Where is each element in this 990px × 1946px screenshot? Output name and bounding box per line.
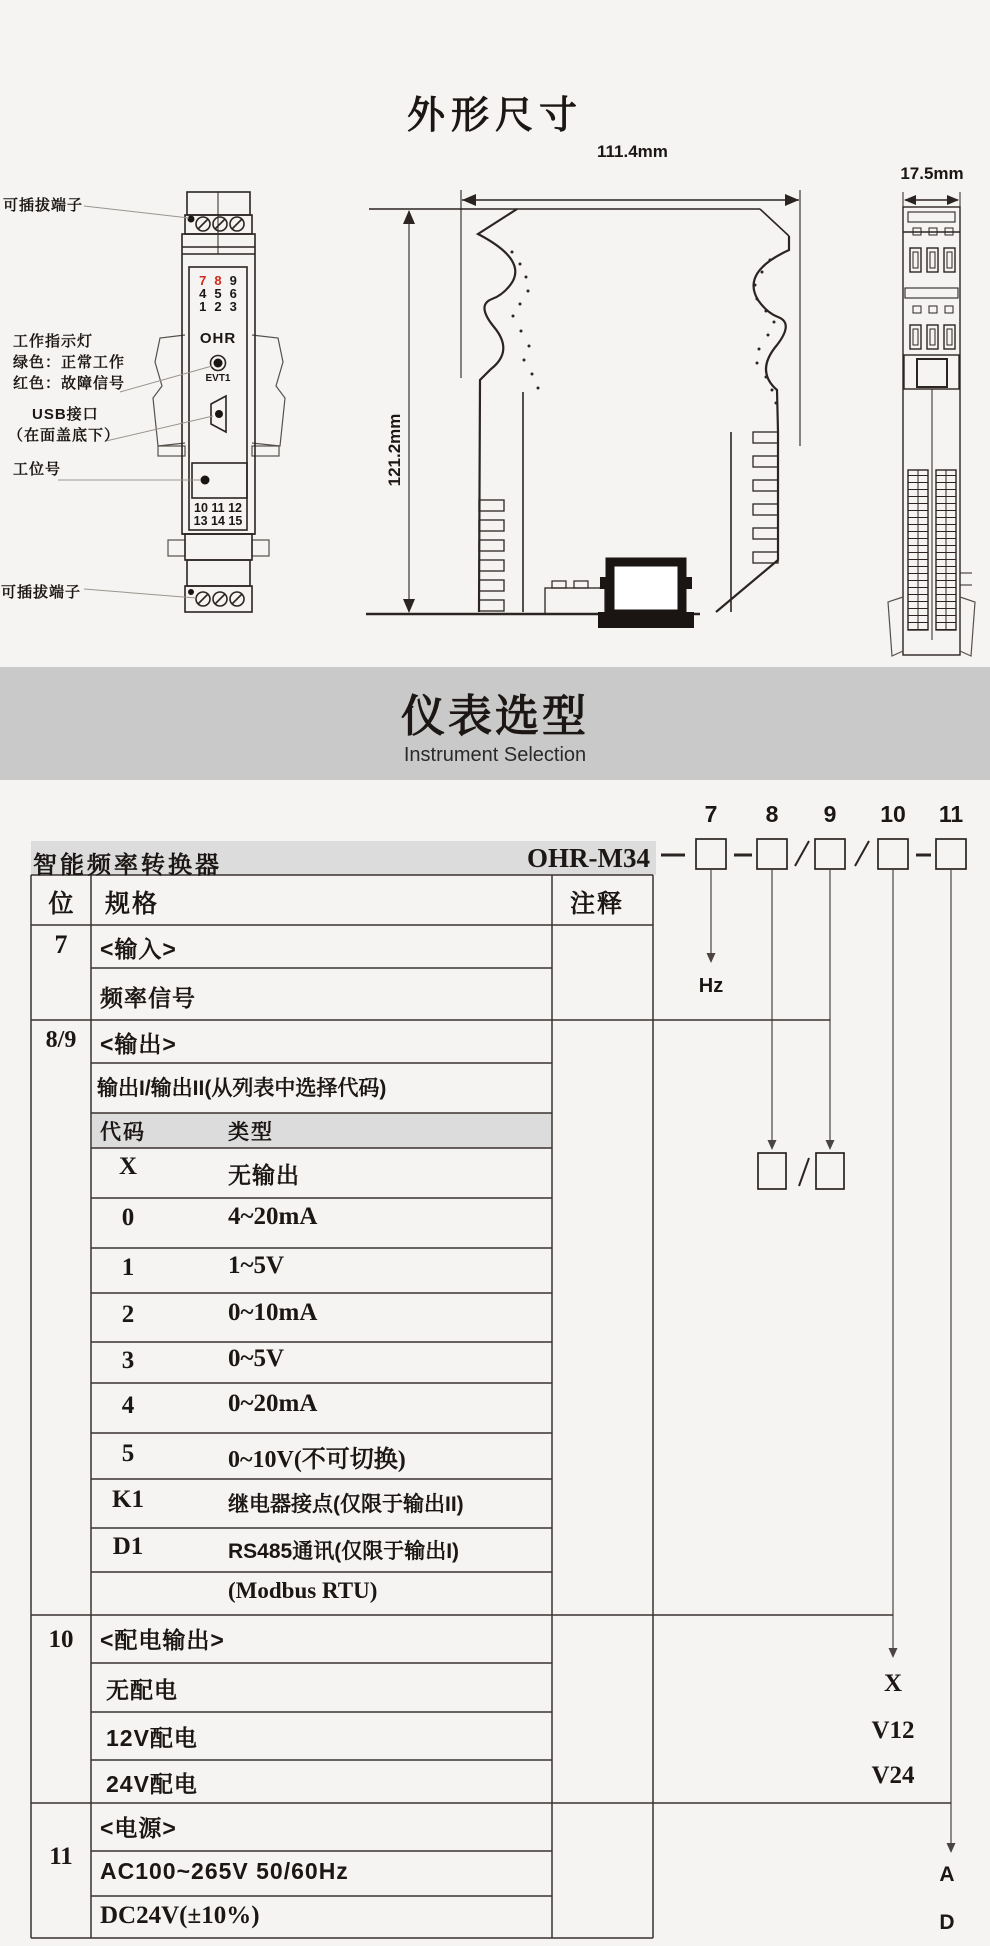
position-digit-11: 11 — [938, 801, 964, 827]
code-value: 0 — [121, 1204, 135, 1231]
type-value: 0~5V — [228, 1345, 285, 1372]
front-view-drawing — [58, 192, 285, 612]
dim-width: 111.4mm — [597, 142, 668, 161]
type-value: 继电器接点(仅限于输出II) — [228, 1493, 464, 1516]
terminal-number: 7 — [199, 273, 207, 288]
led-indicator-icon — [211, 356, 226, 371]
sec89-row1: <输出> — [100, 1031, 177, 1057]
sec11-row1: <电源> — [100, 1815, 177, 1841]
code-value: 5 — [121, 1440, 135, 1467]
led-label: EVT1 — [205, 373, 231, 384]
code-header-band — [92, 1113, 552, 1148]
type-value: (Modbus RTU) — [228, 1578, 378, 1603]
callout-d: D — [939, 1911, 955, 1934]
callout-hz: Hz — [698, 975, 724, 997]
callout-v12: V12 — [871, 1717, 915, 1744]
type-col-header: 类型 — [228, 1121, 274, 1144]
position-digit-9: 9 — [823, 801, 837, 827]
col-header-pos: 位 — [48, 890, 74, 918]
sec11-row3: DC24V(±10%) — [100, 1902, 260, 1929]
code-value: 1 — [121, 1254, 135, 1281]
sec10-row3: 12V配电 — [106, 1725, 198, 1751]
callout-a: A — [939, 1863, 955, 1886]
terminal-number: 9 — [229, 273, 237, 288]
sec7-pos: 7 — [54, 930, 68, 959]
label-terminal-top: 可插拔端子 — [3, 197, 84, 214]
terminal-numbers-bottom2: 13 14 15 — [193, 514, 243, 528]
code-value: 4 — [121, 1392, 135, 1419]
position-digit-10: 10 — [880, 801, 906, 827]
callout-x: X — [883, 1670, 903, 1697]
terminal-numbers-row3 — [189, 299, 247, 314]
dim-depth: 17.5mm — [900, 164, 964, 183]
label-indicator-3: 红色：故障信号 — [13, 375, 126, 392]
banner-subtitle: Instrument Selection — [403, 744, 587, 766]
terminal-number: 3 — [229, 299, 237, 314]
station-tag-box — [192, 463, 247, 498]
sec11-pos: 11 — [49, 1843, 73, 1870]
code-value: 3 — [121, 1347, 135, 1374]
callout-v24: V24 — [871, 1762, 915, 1789]
type-value: 0~10V(不可切换) — [228, 1447, 406, 1473]
sec10-row1: <配电输出> — [100, 1627, 225, 1653]
code-value: K1 — [112, 1486, 144, 1513]
type-value: 1~5V — [228, 1252, 285, 1279]
sec7-row2: 频率信号 — [100, 985, 196, 1011]
terminal-number: 5 — [214, 286, 222, 301]
label-usb-2: （在面盖底下） — [8, 427, 121, 444]
type-value: 0~20mA — [228, 1390, 318, 1417]
type-value: 无输出 — [228, 1162, 300, 1188]
product-name: 智能频率转换器 — [33, 852, 222, 879]
usb-connector-icon — [211, 396, 226, 432]
col-header-spec: 规格 — [105, 890, 160, 918]
type-value: RS485通讯(仅限于输出I) — [228, 1540, 460, 1563]
label-station: 工位号 — [13, 461, 62, 478]
dim-height: 121.2mm — [385, 413, 404, 487]
connector-lines — [707, 869, 956, 1853]
sec89-pos: 8/9 — [45, 1027, 77, 1053]
code-value: D1 — [112, 1533, 144, 1560]
terminal-number: 6 — [229, 286, 237, 301]
model-code-boxes — [661, 839, 966, 1189]
label-indicator-1: 工作指示灯 — [13, 333, 94, 350]
code-value: 2 — [121, 1301, 135, 1328]
model-code: OHR-M34 — [527, 843, 650, 873]
label-indicator-2: 绿色：正常工作 — [13, 354, 126, 371]
hatch-dots — [511, 251, 778, 405]
label-usb-1: USB接口 — [32, 406, 99, 423]
sec11-row2: AC100~265V 50/60Hz — [100, 1858, 349, 1884]
terminal-numbers-bottom1: 10 11 12 — [194, 501, 242, 515]
sec89-row2: 输出I/输出II(从列表中选择代码) — [97, 1077, 387, 1100]
position-digit-8: 8 — [765, 801, 779, 827]
terminal-number: 1 — [199, 299, 207, 314]
type-value: 0~10mA — [228, 1299, 318, 1326]
din-clip-icon — [545, 562, 694, 628]
terminal-number: 4 — [199, 286, 207, 301]
sec10-pos: 10 — [48, 1626, 74, 1653]
sec7-row1: <输入> — [100, 936, 177, 962]
sec10-row2: 无配电 — [106, 1677, 178, 1703]
terminal-number: 2 — [214, 299, 222, 314]
position-digit-7: 7 — [704, 801, 718, 827]
side-view-drawing — [366, 190, 800, 628]
section-banner — [0, 667, 990, 780]
rear-view-drawing — [888, 192, 975, 656]
code-col-header: 代码 — [100, 1121, 146, 1144]
label-terminal-bottom: 可插拔端子 — [1, 584, 82, 601]
col-header-note: 注释 — [570, 890, 625, 918]
terminal-number: 8 — [214, 273, 222, 288]
top-terminal-dot — [188, 216, 195, 223]
type-value: 4~20mA — [228, 1203, 318, 1230]
code-value: X — [118, 1153, 138, 1180]
page-title: 外形尺寸 — [406, 95, 583, 137]
brand-logo: OHR — [199, 330, 237, 347]
banner-title: 仪表选型 — [401, 692, 589, 741]
sec10-row4: 24V配电 — [106, 1771, 198, 1797]
